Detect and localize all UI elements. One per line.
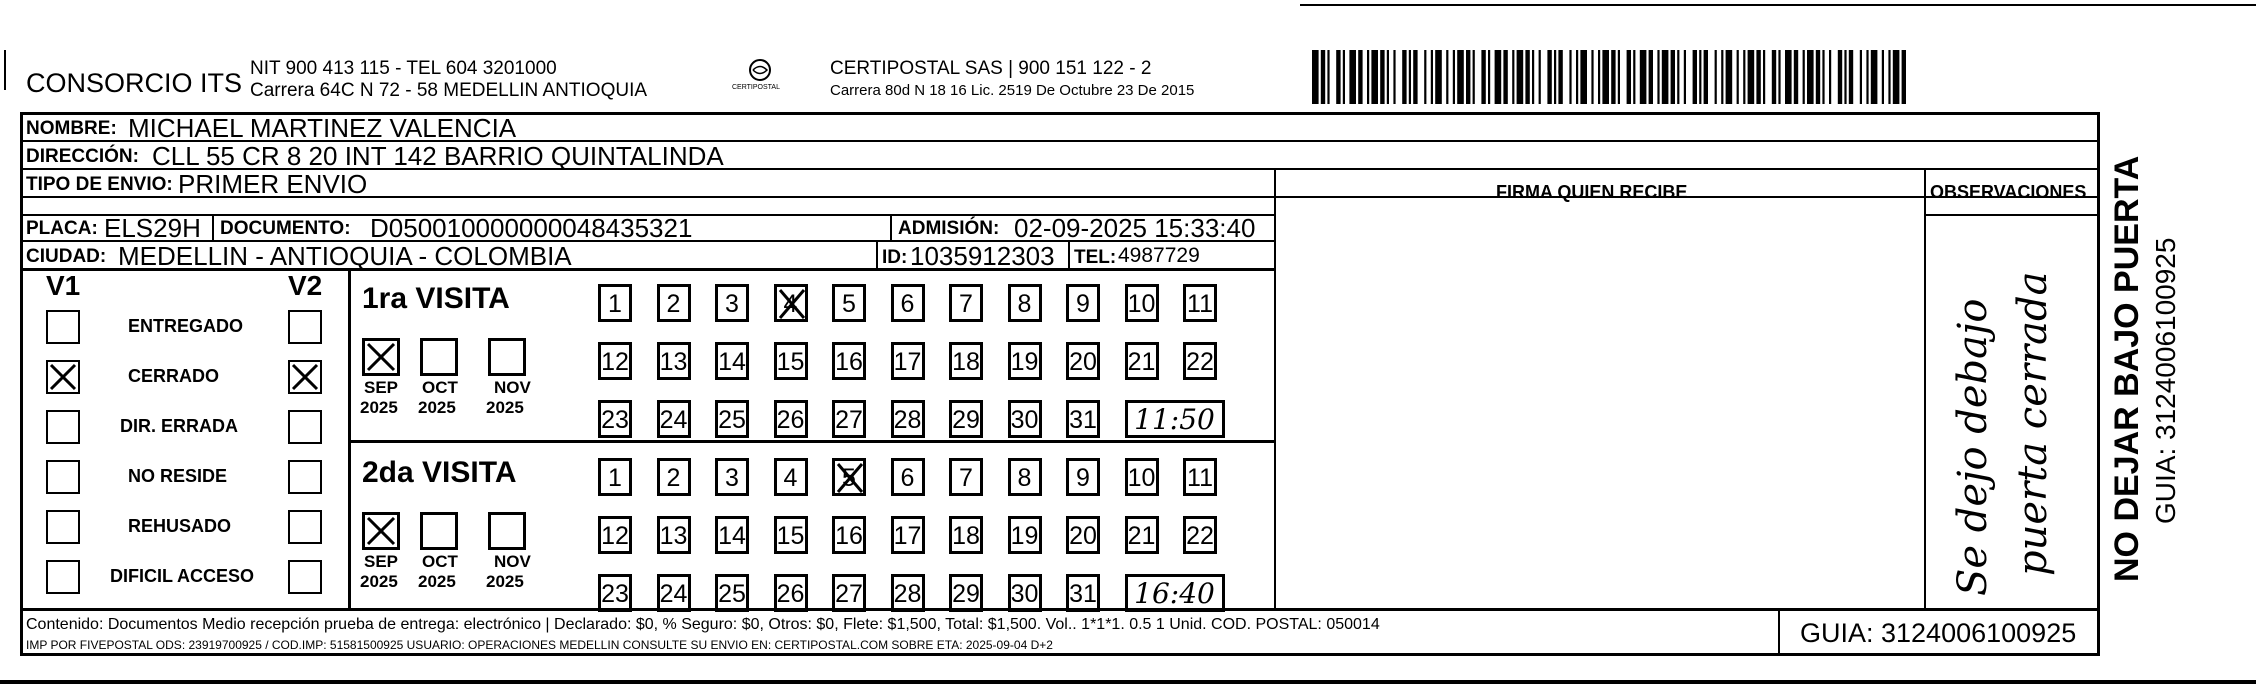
barcode-bar <box>1838 50 1842 104</box>
day-box[interactable]: 16 <box>832 516 866 554</box>
barcode-bar <box>1466 50 1470 104</box>
barcode-bar <box>1312 50 1319 104</box>
barcode-bar <box>1371 50 1378 104</box>
month-checkbox[interactable] <box>488 338 526 376</box>
barcode-bar <box>1699 50 1701 104</box>
visit-title: 1ra VISITA <box>362 282 510 315</box>
ciudad-value: MEDELLIN - ANTIOQUIA - COLOMBIA <box>118 241 572 271</box>
barcode-bar <box>1473 50 1475 104</box>
day-box[interactable]: 20 <box>1066 342 1100 380</box>
day-box[interactable]: 1 <box>598 458 632 496</box>
col-tel <box>1068 240 1070 268</box>
col-visit-left <box>348 268 351 608</box>
barcode-bar <box>1387 50 1389 104</box>
v1-checkbox[interactable] <box>46 310 80 344</box>
day-box[interactable]: 20 <box>1066 516 1100 554</box>
day-box[interactable]: 29 <box>949 400 983 438</box>
side-title: NO DEJAR BAJO PUERTA <box>2108 155 2146 582</box>
day-box[interactable]: 25 <box>715 400 749 438</box>
barcode-bar <box>1554 50 1556 104</box>
day-box[interactable]: 7 <box>949 458 983 496</box>
barcode-bar <box>1662 50 1669 104</box>
barcode-bar <box>1424 50 1426 104</box>
barcode-bar <box>1649 50 1653 104</box>
x-mark-icon <box>290 362 320 392</box>
barcode-bar <box>1888 50 1890 104</box>
barcode-bar <box>1611 50 1615 104</box>
day-box[interactable]: 17 <box>891 516 925 554</box>
barcode-bar <box>1336 50 1340 104</box>
day-box[interactable]: 9 <box>1066 284 1100 322</box>
day-box[interactable]: 31 <box>1066 400 1100 438</box>
day-box[interactable]: 10 <box>1125 284 1159 322</box>
logo-icon <box>728 58 792 98</box>
visit-title: 2da VISITA <box>362 456 517 489</box>
barcode-bar <box>1409 50 1411 104</box>
day-box[interactable]: 7 <box>949 284 983 322</box>
barcode-bar <box>1321 50 1325 104</box>
day-box[interactable]: 12 <box>598 516 632 554</box>
month-checkbox[interactable] <box>420 512 458 550</box>
month-checkbox[interactable] <box>488 512 526 550</box>
barcode-bar <box>1512 50 1514 104</box>
barcode-bar <box>1547 50 1551 104</box>
day-box[interactable]: 15 <box>774 342 808 380</box>
barcode-bar <box>1525 50 1529 104</box>
barcode-bar <box>1829 50 1831 104</box>
barcode-bar <box>1726 50 1733 104</box>
month-label: OCT <box>422 552 458 571</box>
day-box[interactable]: 26 <box>774 574 808 612</box>
day-box[interactable]: 11 <box>1183 458 1217 496</box>
barcode-bar <box>1882 50 1884 104</box>
barcode-bar <box>1763 50 1765 104</box>
barcode-bar <box>1402 50 1406 104</box>
barcode-bar <box>1358 50 1362 104</box>
barcode-bar <box>1871 50 1878 104</box>
v2-checkbox[interactable] <box>288 410 322 444</box>
day-box[interactable]: 1 <box>598 284 632 322</box>
month-label: SEP <box>364 378 399 397</box>
id-label: ID: <box>882 247 908 268</box>
barcode-bar <box>1488 50 1490 104</box>
barcode-bar <box>1532 50 1534 104</box>
barcode-bar <box>1457 50 1464 104</box>
footer-contenido: Contenido: Documentos Medio recepción prueba de entrega: electrónico | Declarado: $0, % Seguro: $0, Otros: $0, Flete: $1,500, Total: $1,500. Vol.. 1*1*1. 0.5 1 Unid. COD. POSTAL: 050014 <box>26 616 1380 633</box>
barcode-bar <box>1517 50 1524 104</box>
day-box[interactable]: 29 <box>949 574 983 612</box>
year-label: 2025 <box>418 572 456 591</box>
col-obs-left <box>1924 168 1926 608</box>
day-box[interactable]: 27 <box>832 574 866 612</box>
documento-value: D050010000000048435321 <box>370 213 693 243</box>
barcode-bar <box>1602 50 1609 104</box>
day-box[interactable]: 13 <box>657 516 691 554</box>
month-checkbox[interactable] <box>420 338 458 376</box>
carrier-name: CERTIPOSTAL SAS | 900 151 122 - 2 <box>830 58 1152 79</box>
barcode-bar <box>1849 50 1853 104</box>
barcode-bar <box>1580 50 1587 104</box>
barcode-bar <box>1756 50 1760 104</box>
v1-checkbox[interactable] <box>46 510 80 544</box>
status-option-label: DIFICIL ACCESO <box>110 566 255 586</box>
year-label: 2025 <box>360 398 398 417</box>
side-guia: GUIA: 3124006100925 <box>2150 237 2181 524</box>
barcode <box>1312 50 1902 104</box>
barcode-bar <box>1503 50 1507 104</box>
visit-time: 16:40 <box>1134 577 1215 610</box>
placa-value: ELS29H <box>104 213 201 243</box>
v1-checkbox[interactable] <box>46 560 80 594</box>
year-label: 2025 <box>360 572 398 591</box>
barcode-bar <box>1431 50 1433 104</box>
day-box[interactable]: 5 <box>832 284 866 322</box>
barcode-bar <box>1349 50 1356 104</box>
barcode-bar <box>1822 50 1824 104</box>
footer-guia: GUIA: 3124006100925 <box>1800 618 2077 648</box>
day-box[interactable]: 13 <box>657 342 691 380</box>
day-box[interactable]: 25 <box>715 574 749 612</box>
barcode-bar <box>1598 50 1600 104</box>
barcode-bar <box>1715 50 1717 104</box>
barcode-bar <box>1803 50 1805 104</box>
barcode-bar <box>1591 50 1593 104</box>
month-checkbox[interactable] <box>362 338 400 376</box>
month-label: NOV <box>494 552 531 571</box>
day-number: 5 <box>842 464 856 492</box>
v1-label: V1 <box>46 270 81 301</box>
visit-divider <box>348 440 1274 443</box>
day-box[interactable]: 26 <box>774 400 808 438</box>
observaciones-line-1: Se dejo debajo <box>1950 298 1996 596</box>
barcode-bar <box>1657 50 1659 104</box>
year-label: 2025 <box>486 398 524 417</box>
documento-label: DOCUMENTO: <box>220 218 351 239</box>
day-box[interactable]: 18 <box>949 342 983 380</box>
barcode-bar <box>1627 50 1631 104</box>
status-option-label: ENTREGADO <box>128 316 244 336</box>
visit-time: 11:50 <box>1134 403 1215 436</box>
status-option-label: CERRADO <box>128 366 220 386</box>
admision-value: 02-09-2025 15:33:40 <box>1014 213 1256 243</box>
admision-label: ADMISIÓN: <box>898 218 1000 239</box>
signature-area[interactable] <box>1278 198 1922 606</box>
barcode-bar <box>1866 50 1868 104</box>
x-mark-icon <box>365 515 397 547</box>
status-option-label: DIR. ERRADA <box>120 416 239 436</box>
day-box[interactable]: 24 <box>657 574 691 612</box>
day-box[interactable]: 14 <box>715 516 749 554</box>
row-line <box>20 608 2100 611</box>
direccion-value: CLL 55 CR 8 20 INT 142 BARRIO QUINTALINDA <box>152 141 724 171</box>
barcode-bar <box>1327 50 1329 104</box>
barcode-bar <box>1684 50 1686 104</box>
barcode-bar <box>1539 50 1541 104</box>
tipo-value: PRIMER ENVIO <box>178 169 368 199</box>
v1-checkbox[interactable] <box>46 410 80 444</box>
status-option-label: NO RESIDE <box>128 466 228 486</box>
logo-text: CERTIPOSTAL <box>732 84 780 91</box>
barcode-bar <box>1785 50 1792 104</box>
observaciones-line-2: puerta cerrada <box>2010 271 2056 576</box>
top-rule <box>1300 4 2256 6</box>
v2-checkbox[interactable] <box>288 510 322 544</box>
day-box[interactable] <box>774 284 808 322</box>
day-box[interactable]: 19 <box>1008 516 1042 554</box>
barcode-bar <box>1640 50 1647 104</box>
barcode-bar <box>1772 50 1776 104</box>
barcode-bar <box>1446 50 1448 104</box>
barcode-bar <box>1380 50 1384 104</box>
visit-time-box[interactable] <box>1125 574 1225 612</box>
month-checkbox[interactable] <box>362 512 400 550</box>
year-label: 2025 <box>418 398 456 417</box>
status-option-label: REHUSADO <box>128 516 232 536</box>
day-box[interactable]: 2 <box>657 458 691 496</box>
v2-label: V2 <box>288 270 323 301</box>
barcode-bar <box>1481 50 1485 104</box>
company-name: CONSORCIO ITS <box>26 68 243 98</box>
barcode-bar <box>1677 50 1679 104</box>
barcode-bar <box>1737 50 1739 104</box>
barcode-bar <box>1413 50 1417 104</box>
id-value: 1035912303 <box>910 241 1055 271</box>
barcode-bar <box>1794 50 1798 104</box>
day-box[interactable]: 9 <box>1066 458 1100 496</box>
day-box[interactable]: 22 <box>1183 342 1217 380</box>
v2-checkbox[interactable] <box>288 560 322 594</box>
barcode-bar <box>1633 50 1635 104</box>
barcode-bar <box>1671 50 1675 104</box>
bottom-rule <box>0 680 2256 684</box>
barcode-bar <box>1902 50 1906 104</box>
day-box[interactable] <box>832 458 866 496</box>
month-label: SEP <box>364 552 399 571</box>
day-box[interactable]: 22 <box>1183 516 1217 554</box>
day-box[interactable]: 18 <box>949 516 983 554</box>
col-admision <box>890 214 892 240</box>
x-mark-icon <box>48 362 78 392</box>
day-box[interactable]: 3 <box>715 284 749 322</box>
day-box[interactable]: 23 <box>598 400 632 438</box>
barcode-bar <box>1844 50 1846 104</box>
day-box[interactable]: 14 <box>715 342 749 380</box>
day-box[interactable]: 24 <box>657 400 691 438</box>
observaciones-note <box>1930 216 2100 608</box>
v1-checkbox[interactable] <box>46 360 80 394</box>
day-box[interactable]: 2 <box>657 284 691 322</box>
direccion-label: DIRECCIÓN: <box>26 146 139 167</box>
company-address: Carrera 64C N 72 - 58 MEDELLIN ANTIOQUIA <box>250 80 648 101</box>
tel-value: 4987729 <box>1118 244 1200 267</box>
barcode-bar <box>1807 50 1814 104</box>
barcode-bar <box>1778 50 1780 104</box>
day-box[interactable]: 11 <box>1183 284 1217 322</box>
v1-checkbox[interactable] <box>46 460 80 494</box>
firma-header: FIRMA QUIEN RECIBE <box>1496 182 1688 202</box>
barcode-bar <box>1816 50 1820 104</box>
year-label: 2025 <box>486 572 524 591</box>
day-box[interactable]: 6 <box>891 284 925 322</box>
day-box[interactable]: 8 <box>1008 284 1042 322</box>
nombre-value: MICHAEL MARTINEZ VALENCIA <box>128 113 517 143</box>
day-box[interactable]: 30 <box>1008 400 1042 438</box>
day-box[interactable]: 16 <box>832 342 866 380</box>
barcode-bar <box>1367 50 1369 104</box>
day-box[interactable]: 8 <box>1008 458 1042 496</box>
carrier-address: Carrera 80d N 18 16 Lic. 2519 De Octubre 23 De 2015 <box>830 82 1195 99</box>
barcode-bar <box>1704 50 1708 104</box>
day-box[interactable]: 12 <box>598 342 632 380</box>
v2-checkbox[interactable] <box>288 310 322 344</box>
footer-imp: IMP POR FIVEPOSTAL ODS: 23919700925 / COD.IMP: 51581500925 USUARIO: OPERACIONES MEDELLIN CONSULTE SU ENVIO EN: CERTIPOSTAL.COM SOBRE ETA: 2025-09-04 D+2 <box>26 638 1053 652</box>
day-box[interactable]: 28 <box>891 574 925 612</box>
barcode-bar <box>1693 50 1697 104</box>
month-label: OCT <box>422 378 458 397</box>
barcode-bar <box>1453 50 1455 104</box>
barcode-bar <box>1569 50 1571 104</box>
day-box[interactable]: 28 <box>891 400 925 438</box>
day-box[interactable]: 6 <box>891 458 925 496</box>
barcode-bar <box>1743 50 1745 104</box>
barcode-bar <box>1435 50 1442 104</box>
company-nit: NIT 900 413 115 - TEL 604 3201000 <box>250 58 557 79</box>
day-box[interactable]: 27 <box>832 400 866 438</box>
barcode-bar <box>1748 50 1755 104</box>
nombre-label: NOMBRE: <box>26 118 117 139</box>
v2-checkbox[interactable] <box>288 360 322 394</box>
day-box[interactable]: 30 <box>1008 574 1042 612</box>
day-box[interactable]: 19 <box>1008 342 1042 380</box>
col-id <box>876 240 878 268</box>
observaciones-header: OBSERVACIONES <box>1930 182 2087 202</box>
day-box[interactable]: 23 <box>598 574 632 612</box>
day-box[interactable]: 15 <box>774 516 808 554</box>
col-guia-footer <box>1778 608 1780 656</box>
day-box[interactable]: 21 <box>1125 342 1159 380</box>
col-firma-left <box>1274 168 1276 608</box>
x-mark-icon <box>365 341 397 373</box>
day-box[interactable]: 10 <box>1125 458 1159 496</box>
barcode-bar <box>1576 50 1578 104</box>
day-number: 4 <box>783 290 798 318</box>
day-box[interactable]: 3 <box>715 458 749 496</box>
day-box[interactable]: 31 <box>1066 574 1100 612</box>
barcode-bar <box>1393 50 1395 104</box>
col-placa <box>212 214 214 240</box>
day-box[interactable]: 4 <box>774 458 808 496</box>
barcode-bar <box>1860 50 1862 104</box>
day-box[interactable]: 21 <box>1125 516 1159 554</box>
barcode-bar <box>1558 50 1562 104</box>
barcode-bar <box>1495 50 1502 104</box>
tel-label: TEL: <box>1074 247 1117 268</box>
day-box[interactable]: 17 <box>891 342 925 380</box>
ciudad-label: CIUDAD: <box>26 246 107 267</box>
v2-checkbox[interactable] <box>288 460 322 494</box>
visit-time-box[interactable] <box>1125 400 1225 438</box>
barcode-bar <box>1343 50 1345 104</box>
certipostal-logo <box>728 58 792 98</box>
barcode-bar <box>1618 50 1620 104</box>
barcode-bar <box>1721 50 1723 104</box>
left-tick <box>4 50 6 90</box>
month-label: NOV <box>494 378 531 397</box>
placa-label: PLACA: <box>26 218 98 239</box>
barcode-bar <box>1893 50 1900 104</box>
tipo-label: TIPO DE ENVIO: <box>26 174 173 195</box>
